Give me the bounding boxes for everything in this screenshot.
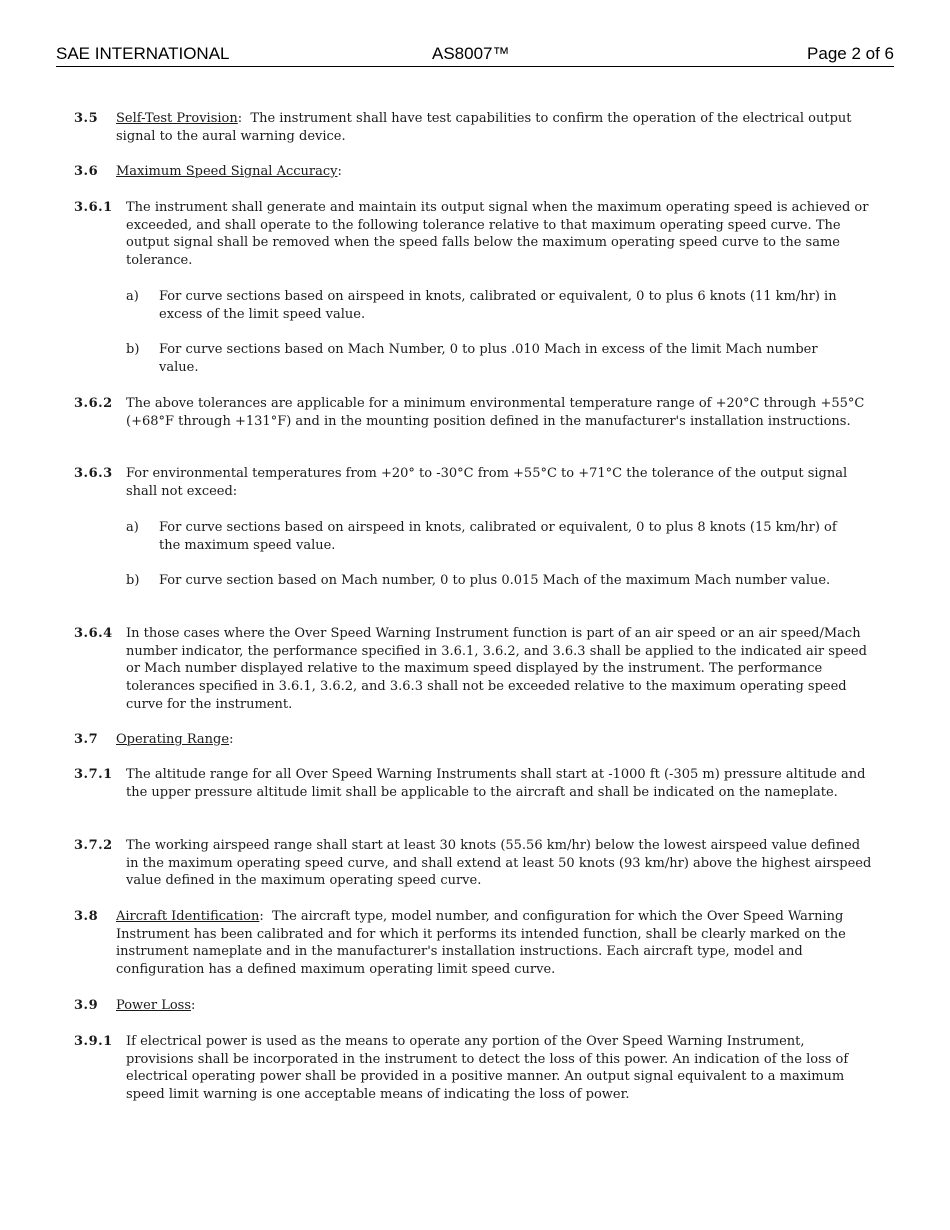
header-organization: SAE INTERNATIONAL xyxy=(56,44,230,63)
list-item-text: For curve sections based on airspeed in knots, calibrated or equivalent, 0 to plus 8 knots (15 km/hr) of the maximum speed value. xyxy=(159,520,837,553)
list-item-text: For curve sections based on airspeed in knots, calibrated or equivalent, 0 to plus 6 knots (11 km/hr) in excess of the limit speed value. xyxy=(159,289,837,322)
section-number: 3.6.1 xyxy=(74,200,113,215)
section-title: Operating Range xyxy=(116,732,230,747)
section-number: 3.7.1 xyxy=(74,767,113,782)
section-number: 3.7.2 xyxy=(74,838,113,853)
page-header xyxy=(56,44,894,67)
section-number: 3.8 xyxy=(74,909,99,924)
section-text: The aircraft type, model number, and configuration for which the Over Speed Warning Instrument has been calibrated and for which it performs its intended function, shall be clearly marked on the instrument nameplate and in the manufacturer's installation instructions. Each aircraft type, model and configuration has a defined maximum operating limit speed curve. xyxy=(116,909,846,978)
section-title: Power Loss xyxy=(116,998,192,1013)
section-title: Maximum Speed Signal Accuracy xyxy=(116,164,338,179)
header-document-number: AS8007™ xyxy=(432,44,510,63)
section-text: The instrument shall have test capabilities to confirm the operation of the electrical output signal to the aural warning device. xyxy=(116,111,852,144)
list-item-label: a) xyxy=(126,289,139,304)
section-body: Power Loss: xyxy=(116,998,196,1013)
section-number: 3.6.3 xyxy=(74,466,113,481)
section-text: The altitude range for all Over Speed Warning Instruments shall start at -1000 ft (-305 m) pressure altitude and the upper pressure altitude limit shall be applicable to the aircraft and shall be indicated on the nameplate. xyxy=(126,767,866,800)
section-number: 3.5 xyxy=(74,111,99,126)
section-number: 3.6.4 xyxy=(74,626,113,641)
section-body: Self-Test Provision: The instrument shall have test capabilities to confirm the operation of the electrical output signal to the aural warning device. xyxy=(116,111,852,144)
list-item-label: b) xyxy=(126,342,140,357)
section-text: If electrical power is used as the means to operate any portion of the Over Speed Warning Instrument, provisions shall be incorporated in the instrument to detect the loss of this power. An indication of the loss of electrical operating power shall be provided in a positive manner. An output signal equivalent to a maximum speed limit warning is one acceptable means of indicating the loss of power. xyxy=(126,1034,849,1103)
section-text: The instrument shall generate and maintain its output signal when the maximum operating speed is achieved or exceeded, and shall operate to the following tolerance relative to that maximum operating speed curve. The output signal shall be removed when the speed falls below the maximum operating speed curve to the same tolerance. xyxy=(126,200,869,269)
section-text: In those cases where the Over Speed Warning Instrument function is part of an air speed or an air speed/Mach number indicator, the performance specified in 3.6.1, 3.6.2, and 3.6.3 shall be applied to the indicated air speed or Mach number displayed relative to the maximum speed displayed by the instrument. The performance tolerances specified in 3.6.1, 3.6.2, and 3.6.3 shall not be exceeded relative to the maximum operating speed curve for the instrument. xyxy=(126,626,867,712)
section-number: 3.7 xyxy=(74,732,99,747)
section-number: 3.6.2 xyxy=(74,396,113,411)
section-body: Maximum Speed Signal Accuracy: xyxy=(116,164,342,179)
header-page-number: Page 2 of 6 xyxy=(807,44,894,63)
list-item-label: a) xyxy=(126,520,139,535)
section-text: The above tolerances are applicable for a minimum environmental temperature range of +20°C through +55°C (+68°F through +131°F) and in the mounting position defined in the manufacturer's installation instructions. xyxy=(126,396,865,429)
section-number: 3.6 xyxy=(74,164,99,179)
section-title: Self-Test Provision xyxy=(116,111,238,126)
section-body: Aircraft Identification: The aircraft type, model number, and configuration for which the Over Speed Warning Instrument has been calibrated and for which it performs its intended function, shall be clearly marked on the instrument nameplate and in the manufacturer's installation instructions. Each aircraft type, model and configuration has a defined maximum operating limit speed curve. xyxy=(116,909,846,978)
section-title: Aircraft Identification xyxy=(116,909,260,924)
section-text: The working airspeed range shall start at least 30 knots (55.56 km/hr) below the lowest airspeed value defined in the maximum operating speed curve, and shall extend at least 50 knots (93 km/hr) above the highest airspeed value defined in the maximum operating speed curve. xyxy=(126,838,872,889)
section-body: Operating Range: xyxy=(116,732,234,747)
list-item-label: b) xyxy=(126,573,140,588)
section-number: 3.9 xyxy=(74,998,99,1013)
list-item-text: For curve section based on Mach number, 0 to plus 0.015 Mach of the maximum Mach number value. xyxy=(159,573,831,588)
list-item-text: For curve sections based on Mach Number, 0 to plus .010 Mach in excess of the limit Mach number value. xyxy=(159,342,818,375)
section-number: 3.9.1 xyxy=(74,1034,113,1049)
section-text: For environmental temperatures from +20° to -30°C from +55°C to +71°C the tolerance of the output signal shall not exceed: xyxy=(126,466,848,499)
